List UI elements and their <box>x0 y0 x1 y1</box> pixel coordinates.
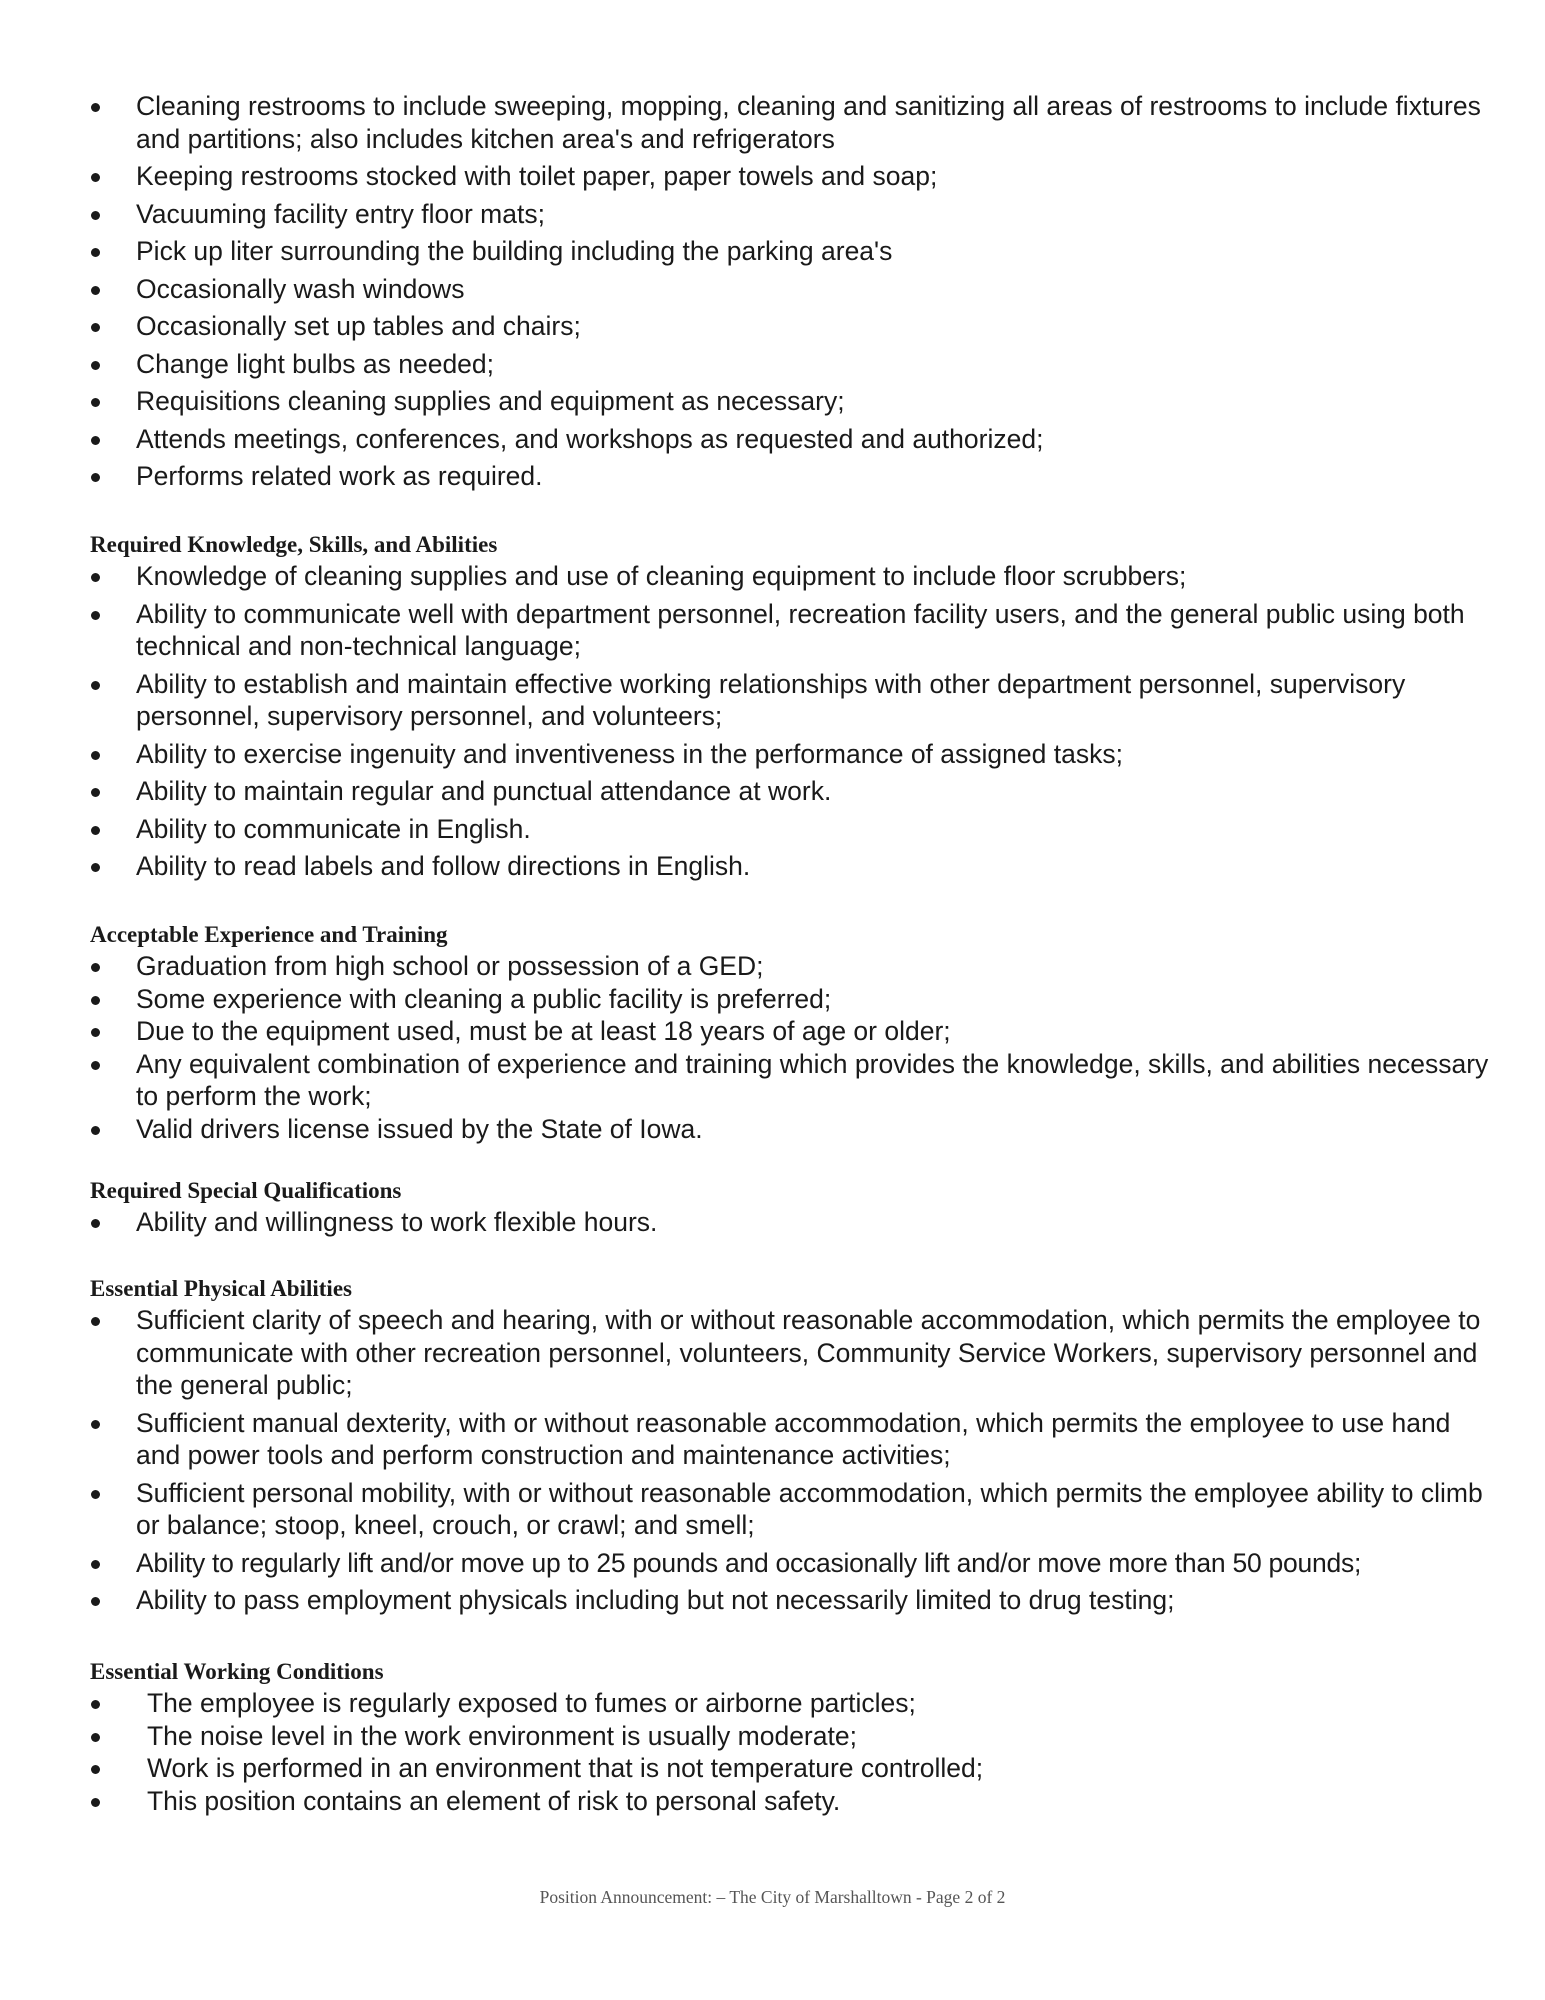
bullet-icon <box>91 473 100 482</box>
bullet-icon <box>91 788 100 797</box>
bullet-icon <box>91 611 100 620</box>
experience-heading: Acceptable Experience and Training <box>90 922 448 947</box>
physical-heading: Essential Physical Abilities <box>90 1276 352 1301</box>
list-item: Work is performed in an environment that is not temperature controlled; <box>90 1752 1490 1785</box>
bullet-icon <box>91 681 100 690</box>
list-item: Ability to maintain regular and punctual attendance at work. <box>90 775 1490 808</box>
bullet-icon <box>91 573 100 582</box>
list-item: Change light bulbs as needed; <box>90 348 1490 381</box>
list-item: Occasionally set up tables and chairs; <box>90 310 1490 343</box>
bullet-icon <box>91 1560 100 1569</box>
list-item: Vacuuming facility entry floor mats; <box>90 198 1490 231</box>
bullet-icon <box>91 1733 100 1742</box>
list-item: This position contains an element of risk to personal safety. <box>90 1785 1490 1818</box>
conditions-list <box>90 1687 1490 1817</box>
list-item: Ability to communicate well with department personnel, recreation facility users, and the general public using both technical and non-technical language; <box>90 598 1490 663</box>
list-item: Keeping restrooms stocked with toilet paper, paper towels and soap; <box>90 160 1490 193</box>
list-item: The noise level in the work environment is usually moderate; <box>90 1720 1490 1753</box>
list-item: Occasionally wash windows <box>90 273 1490 306</box>
knowledge-list <box>90 560 1490 883</box>
list-item: Requisitions cleaning supplies and equipment as necessary; <box>90 385 1490 418</box>
bullet-icon <box>91 1420 100 1429</box>
special-list <box>90 1206 1490 1239</box>
bullet-icon <box>91 826 100 835</box>
list-item: Knowledge of cleaning supplies and use of cleaning equipment to include floor scrubbers; <box>90 560 1490 593</box>
list-item: Ability to regularly lift and/or move up to 25 pounds and occasionally lift and/or move more than 50 pounds; <box>90 1547 1490 1580</box>
list-item: Ability to pass employment physicals including but not necessarily limited to drug testing; <box>90 1584 1490 1617</box>
list-item: The employee is regularly exposed to fumes or airborne particles; <box>90 1687 1490 1720</box>
bullet-icon <box>91 361 100 370</box>
special-section <box>90 1176 1490 1239</box>
list-item: Performs related work as required. <box>90 460 1490 493</box>
bullet-icon <box>91 286 100 295</box>
bullet-icon <box>91 1597 100 1606</box>
bullet-icon <box>91 1765 100 1774</box>
list-item: Cleaning restrooms to include sweeping, mopping, cleaning and sanitizing all areas of restrooms to include fixtures and partitions; also includes kitchen area's and refrigerators <box>90 90 1490 155</box>
bullet-icon <box>91 863 100 872</box>
page-footer: Position Announcement: – The City of Marshalltown - Page 2 of 2 <box>539 1887 1006 1907</box>
conditions-heading: Essential Working Conditions <box>90 1659 384 1684</box>
experience-section <box>90 920 1490 1145</box>
bullet-icon <box>91 436 100 445</box>
list-item: Ability to establish and maintain effective working relationships with other department personnel, supervisory personnel, supervisory personnel, and volunteers; <box>90 668 1490 733</box>
bullet-icon <box>91 1126 100 1135</box>
list-item: Pick up liter surrounding the building including the parking area's <box>90 235 1490 268</box>
bullet-icon <box>91 1061 100 1070</box>
list-item: Ability to read labels and follow directions in English. <box>90 850 1490 883</box>
list-item: Any equivalent combination of experience and training which provides the knowledge, skills, and abilities necessary to perform the work; <box>90 1048 1490 1113</box>
special-heading: Required Special Qualifications <box>90 1178 402 1203</box>
bullet-icon <box>91 1490 100 1499</box>
list-item: Ability to exercise ingenuity and inventiveness in the performance of assigned tasks; <box>90 738 1490 771</box>
bullet-icon <box>91 323 100 332</box>
bullet-icon <box>91 996 100 1005</box>
list-item: Graduation from high school or possession of a GED; <box>90 950 1490 983</box>
bullet-icon <box>91 103 100 112</box>
bullet-icon <box>91 1798 100 1807</box>
list-item: Some experience with cleaning a public facility is preferred; <box>90 983 1490 1016</box>
list-item: Ability and willingness to work flexible hours. <box>90 1206 1490 1239</box>
bullet-icon <box>91 398 100 407</box>
duties-list <box>90 90 1490 493</box>
list-item: Attends meetings, conferences, and workshops as requested and authorized; <box>90 423 1490 456</box>
list-item: Valid drivers license issued by the State of Iowa. <box>90 1113 1490 1146</box>
list-item: Sufficient manual dexterity, with or without reasonable accommodation, which permits the employee to use hand and power tools and perform construction and maintenance activities; <box>90 1407 1490 1472</box>
duties-section <box>90 90 1490 498</box>
knowledge-section <box>90 530 1490 888</box>
bullet-icon <box>91 1219 100 1228</box>
bullet-icon <box>91 1028 100 1037</box>
bullet-icon <box>91 751 100 760</box>
bullet-icon <box>91 963 100 972</box>
physical-section <box>90 1274 1490 1622</box>
bullet-icon <box>91 248 100 257</box>
bullet-icon <box>91 211 100 220</box>
knowledge-heading: Required Knowledge, Skills, and Abilities <box>90 532 498 557</box>
list-item: Sufficient clarity of speech and hearing, with or without reasonable accommodation, which permits the employee to communicate with other recreation personnel, volunteers, Community Service Workers, supervisory personnel and the general public; <box>90 1304 1490 1402</box>
list-item: Sufficient personal mobility, with or without reasonable accommodation, which permits the employee ability to climb or balance; stoop, kneel, crouch, or crawl; and smell; <box>90 1477 1490 1542</box>
list-item: Ability to communicate in English. <box>90 813 1490 846</box>
physical-list <box>90 1304 1490 1617</box>
conditions-section <box>90 1657 1490 1817</box>
experience-list <box>90 950 1490 1145</box>
bullet-icon <box>91 1700 100 1709</box>
bullet-icon <box>91 1317 100 1326</box>
bullet-icon <box>91 173 100 182</box>
list-item: Due to the equipment used, must be at least 18 years of age or older; <box>90 1015 1490 1048</box>
